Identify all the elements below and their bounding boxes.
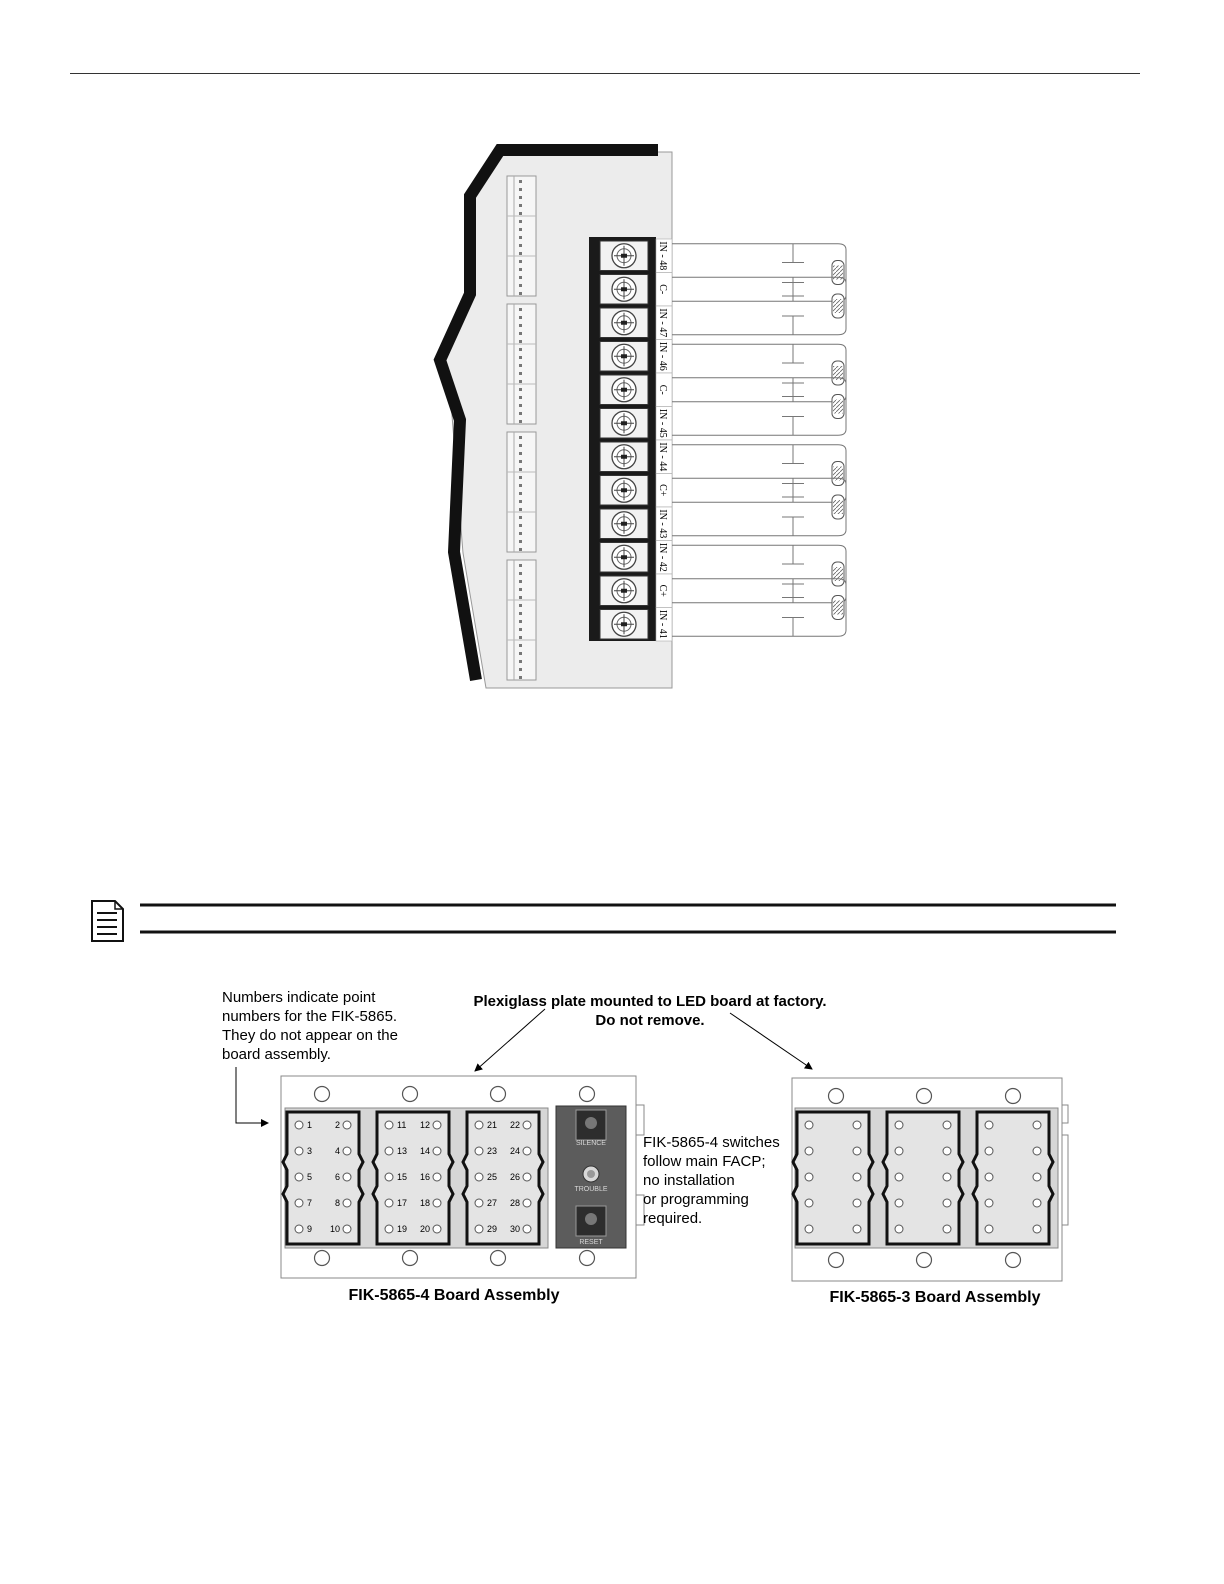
point-number: 3 [307, 1146, 313, 1156]
led-icon [475, 1147, 483, 1155]
point-number: 1 [307, 1120, 313, 1130]
terminal-label: IN - 44 [657, 442, 668, 472]
input-circuit [672, 545, 846, 603]
point-number: 29 [487, 1224, 498, 1234]
led-icon [343, 1147, 351, 1155]
terminal-screw [600, 241, 648, 271]
led-group [973, 1112, 1053, 1244]
terminal-screw [600, 409, 648, 439]
field-wiring [672, 244, 846, 637]
mounting-hole [403, 1087, 418, 1102]
mounting-hole [491, 1087, 506, 1102]
mounting-hole [580, 1251, 595, 1266]
input-circuit [672, 579, 846, 637]
svg-text:RESET: RESET [579, 1239, 603, 1246]
callout-switches: FIK-5865-4 switches follow main FACP; no installation or programming required. [643, 1134, 780, 1227]
led-icon [1033, 1173, 1041, 1181]
note-section [0, 895, 1224, 975]
led-icon [523, 1147, 531, 1155]
led-icon [943, 1147, 951, 1155]
input-circuit [672, 378, 846, 436]
led-icon [853, 1199, 861, 1207]
point-number: 11 [397, 1120, 407, 1130]
led-icon [343, 1199, 351, 1207]
led-icon [523, 1199, 531, 1207]
reset-switch [576, 1206, 606, 1246]
terminal-wiring-diagram [0, 0, 1224, 720]
terminal-label: IN - 42 [657, 542, 668, 572]
point-number: 24 [509, 1146, 520, 1156]
led-icon [895, 1199, 903, 1207]
terminal-screw [600, 476, 648, 506]
terminal-screw [600, 275, 648, 305]
led-icon [943, 1121, 951, 1129]
led-icon [343, 1225, 351, 1233]
point-number: 4 [334, 1146, 340, 1156]
callout-point-numbers: Numbers indicate point numbers for the FIK-5865. They do not appear on the board assembly. [222, 989, 398, 1063]
terminal-screw [600, 576, 648, 606]
board-assembly-figure [0, 975, 1224, 1335]
input-circuit [672, 344, 846, 402]
terminal-label: IN - 43 [657, 509, 668, 539]
terminal-label: IN - 41 [657, 609, 668, 639]
led-icon [295, 1225, 303, 1233]
led-icon [1033, 1199, 1041, 1207]
point-number: 27 [487, 1198, 498, 1208]
point-number: 10 [329, 1224, 340, 1234]
point-number: 15 [397, 1172, 408, 1182]
terminal-label: C- [657, 284, 668, 295]
led-icon [343, 1173, 351, 1181]
led-icon [433, 1225, 441, 1233]
led-icon [295, 1147, 303, 1155]
led-group [793, 1112, 873, 1244]
mounting-hole [917, 1253, 932, 1268]
point-number: 26 [509, 1172, 520, 1182]
led-icon [943, 1199, 951, 1207]
terminal-screw [600, 543, 648, 573]
led-icon [523, 1225, 531, 1233]
input-circuit [672, 478, 846, 536]
led-group [883, 1112, 963, 1244]
led-icon [1033, 1121, 1041, 1129]
led-icon [805, 1147, 813, 1155]
mounting-hole [917, 1089, 932, 1104]
led-icon [895, 1173, 903, 1181]
led-icon [985, 1147, 993, 1155]
mounting-hole [829, 1253, 844, 1268]
led-icon [475, 1199, 483, 1207]
led-icon [985, 1225, 993, 1233]
point-number: 20 [419, 1224, 430, 1234]
terminal-screw [600, 442, 648, 472]
point-number: 30 [509, 1224, 520, 1234]
terminal-screw [600, 610, 648, 640]
point-number: 7 [307, 1198, 313, 1208]
board-fik-5865-4 [281, 1076, 644, 1278]
terminal-label: IN - 48 [657, 241, 668, 271]
point-number: 14 [419, 1146, 430, 1156]
silence-switch [576, 1110, 606, 1147]
callout-plexiglass-arrow-left [475, 1009, 545, 1071]
led-icon [385, 1225, 393, 1233]
terminal-screw [600, 509, 648, 539]
led-icon [985, 1173, 993, 1181]
led-icon [433, 1147, 441, 1155]
led-icon [805, 1199, 813, 1207]
point-number: 12 [419, 1120, 430, 1130]
point-number: 6 [334, 1172, 340, 1182]
svg-text:SILENCE: SILENCE [576, 1140, 606, 1147]
led-icon [433, 1199, 441, 1207]
note-icon [92, 901, 123, 941]
mounting-hole [491, 1251, 506, 1266]
led-icon [385, 1147, 393, 1155]
input-circuit [672, 244, 846, 302]
terminal-label: C+ [657, 484, 668, 497]
led-icon [895, 1147, 903, 1155]
led-icon [943, 1173, 951, 1181]
led-icon [805, 1225, 813, 1233]
led-icon [853, 1225, 861, 1233]
mounting-hole [403, 1251, 418, 1266]
led-icon [805, 1121, 813, 1129]
callout-plexiglass-arrow-right [730, 1013, 812, 1069]
svg-text:TROUBLE: TROUBLE [574, 1186, 608, 1193]
point-number: 19 [397, 1224, 408, 1234]
terminal-label: C- [657, 384, 668, 395]
board-fik-5865-3 [792, 1078, 1068, 1281]
led-icon [475, 1121, 483, 1129]
led-icon [433, 1121, 441, 1129]
point-number: 17 [397, 1198, 408, 1208]
point-number: 18 [419, 1198, 430, 1208]
led-icon [295, 1121, 303, 1129]
mounting-hole [1006, 1253, 1021, 1268]
mounting-hole [580, 1087, 595, 1102]
point-number: 25 [487, 1172, 498, 1182]
mounting-hole [315, 1251, 330, 1266]
point-number: 21 [487, 1120, 498, 1130]
led-icon [895, 1121, 903, 1129]
led-icon [895, 1225, 903, 1233]
led-icon [523, 1173, 531, 1181]
point-number: 5 [307, 1172, 313, 1182]
led-icon [385, 1121, 393, 1129]
caption-fik-5865-4: FIK-5865-4 Board Assembly [348, 1287, 560, 1304]
point-number: 28 [509, 1198, 520, 1208]
led-icon [343, 1121, 351, 1129]
led-group [463, 1112, 543, 1244]
led-icon [523, 1121, 531, 1129]
point-number: 16 [419, 1172, 430, 1182]
led-group [373, 1112, 453, 1244]
point-number: 9 [307, 1224, 313, 1234]
led-icon [1033, 1225, 1041, 1233]
led-icon [1033, 1147, 1041, 1155]
input-circuit [672, 445, 846, 503]
led-group [283, 1112, 363, 1244]
terminal-label: IN - 47 [657, 308, 668, 338]
point-number: 8 [334, 1198, 340, 1208]
terminal-screw [600, 308, 648, 338]
led-icon [295, 1173, 303, 1181]
led-icon [385, 1199, 393, 1207]
mounting-hole [1006, 1089, 1021, 1104]
terminal-label: IN - 45 [657, 408, 668, 438]
input-circuit [672, 277, 846, 335]
led-icon [805, 1173, 813, 1181]
point-number: 23 [487, 1146, 498, 1156]
led-icon [853, 1121, 861, 1129]
terminal-screw [600, 375, 648, 405]
callout-plexiglass-line1: Plexiglass plate mounted to LED board at factory. [473, 993, 827, 1010]
mounting-hole [829, 1089, 844, 1104]
point-number: 13 [397, 1146, 408, 1156]
led-icon [985, 1121, 993, 1129]
led-icon [853, 1147, 861, 1155]
led-icon [295, 1199, 303, 1207]
led-icon [385, 1173, 393, 1181]
terminal-label: IN - 46 [657, 341, 668, 371]
led-icon [433, 1173, 441, 1181]
callout-plexiglass-line2: Do not remove. [595, 1012, 705, 1029]
led-icon [943, 1225, 951, 1233]
led-icon [853, 1173, 861, 1181]
led-icon [985, 1199, 993, 1207]
terminal-screw [600, 342, 648, 372]
terminal-label: C+ [657, 584, 668, 597]
led-icon [475, 1173, 483, 1181]
point-number: 22 [509, 1120, 520, 1130]
mounting-hole [315, 1087, 330, 1102]
callout-point-numbers-arrow [236, 1067, 268, 1123]
led-icon [475, 1225, 483, 1233]
caption-fik-5865-3: FIK-5865-3 Board Assembly [829, 1289, 1041, 1306]
point-number: 2 [334, 1120, 340, 1130]
